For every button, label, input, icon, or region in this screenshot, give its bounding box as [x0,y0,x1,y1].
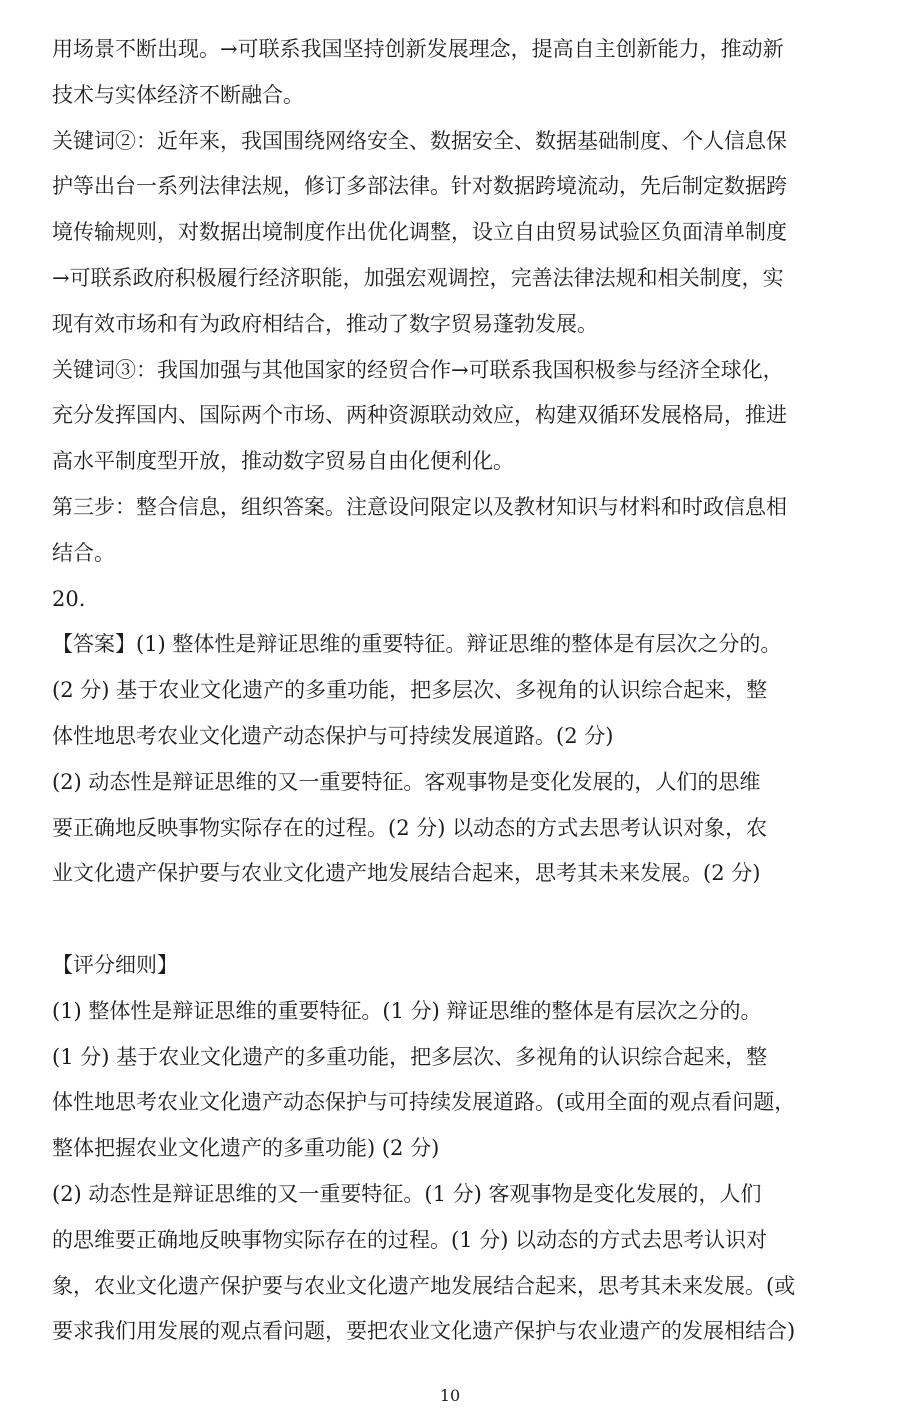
text-line: 体性地思考农业文化遗产动态保护与可持续发展道路。(2 分) [52,723,614,748]
text-line: 整体把握农业文化遗产的多重功能) (2 分) [52,1136,440,1161]
text-line: 【评分细则】 [52,952,178,977]
page-number: 10 [439,1386,461,1405]
text-line: 技术与实体经济不断融合。 [52,82,304,107]
text-line: 【答案】(1) 整体性是辩证思维的重要特征。辩证思维的整体是有层次之分的。 [52,632,782,657]
text-line: 现有效市场和有为政府相结合，推动了数字贸易蓬勃发展。 [52,311,598,336]
document-body [52,27,864,1355]
text-line: 关键词②：近年来，我国围绕网络安全、数据安全、数据基础制度、个人信息保 [52,128,787,153]
text-line: 要正确地反映事物实际存在的过程。(2 分) 以动态的方式去思考认识对象，农 [52,815,768,840]
text-line: 关键词③：我国加强与其他国家的经贸合作→可联系我国积极参与经济全球化， [52,357,784,382]
text-line: 的思维要正确地反映事物实际存在的过程。(1 分) 以动态的方式去思考认识对 [52,1227,768,1252]
text-line: 结合。 [52,540,115,565]
text-line: 20. [52,586,86,611]
text-line: 用场景不断出现。→可联系我国坚持创新发展理念，提高自主创新能力，推动新 [52,37,784,61]
text-line: 要求我们用发展的观点看问题，要把农业文化遗产保护与农业遗产的发展相结合) [52,1319,796,1344]
text-line: (1 分) 基于农业文化遗产的多重功能，把多层次、多视角的认识综合起来，整 [52,1044,768,1069]
text-line: (2) 动态性是辩证思维的又一重要特征。客观事物是变化发展的，人们的思维 [52,769,761,794]
text-line: 象，农业文化遗产保护要与农业文化遗产地发展结合起来，思考其未来发展。(或 [52,1273,796,1298]
text-line: (2) 动态性是辩证思维的又一重要特征。(1 分) 客观事物是变化发展的，人们 [52,1181,762,1206]
text-line: (2 分) 基于农业文化遗产的多重功能，把多层次、多视角的认识综合起来，整 [52,678,768,703]
blank-line [52,897,864,943]
text-line: 体性地思考农业文化遗产动态保护与可持续发展道路。(或用全面的观点看问题， [52,1090,796,1115]
text-line: (1) 整体性是辩证思维的重要特征。(1 分) 辩证思维的整体是有层次之分的。 [52,998,762,1023]
text-line: 高水平制度型开放，推动数字贸易自由化便利化。 [52,449,514,474]
text-line: 境传输规则，对数据出境制度作出优化调整，设立自由贸易试验区负面清单制度 [52,220,787,245]
text-line: 充分发挥国内、国际两个市场、两种资源联动效应，构建双循环发展格局，推进 [52,403,787,428]
text-line: →可联系政府积极履行经济职能，加强宏观调控，完善法律法规和相关制度，实 [52,265,784,290]
text-line: 护等出台一系列法律法规，修订多部法律。针对数据跨境流动，先后制定数据跨 [52,174,787,199]
text-line: 第三步：整合信息，组织答案。注意设问限定以及教材知识与材料和时政信息相 [52,494,787,519]
text-line: 业文化遗产保护要与农业文化遗产地发展结合起来，思考其未来发展。(2 分) [52,861,761,886]
